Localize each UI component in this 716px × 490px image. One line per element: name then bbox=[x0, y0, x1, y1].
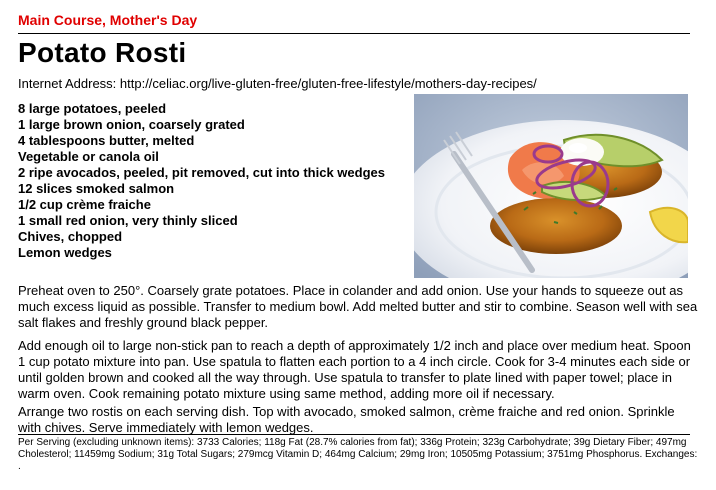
direction-paragraph: Arrange two rostis on each serving dish. Top with avocado, smoked salmon, crème fraiche and red onion. Sprinkle with chives. Serve immediately with lemon wedges. bbox=[18, 404, 675, 435]
ingredient-item: 1 small red onion, very thinly sliced bbox=[18, 213, 238, 228]
direction-paragraph: Preheat oven to 250°. Coarsely grate potatoes. Place in colander and add onion. Use your hands to squeeze out as much excess liquid as possible. Transfer to medium bowl. Add melted butter and stir to combine. Season well with sea salt flakes and freshly ground black pepper. bbox=[18, 283, 698, 330]
ingredient-item: 1/2 cup crème fraiche bbox=[18, 197, 151, 212]
ingredient-item: 4 tablespoons butter, melted bbox=[18, 133, 195, 148]
ingredient-list bbox=[18, 101, 385, 261]
recipe-title: Potato Rosti bbox=[18, 37, 187, 68]
ingredient-item: Chives, chopped bbox=[18, 229, 123, 244]
ingredient-item: 8 large potatoes, peeled bbox=[18, 101, 167, 116]
category-label: Main Course, Mother's Day bbox=[18, 12, 198, 28]
nutrition-info: Per Serving (excluding unknown items): 3733 Calories; 118g Fat (28.7% calories from fat); 336g Protein; 323g Carbohydrate; 39g Dietary Fiber; 497mg Cholesterol; 11459mg Sodium; 31g Total Sugars; 279mcg Vitamin D; 464mg Calcium; 29mg Iron; 10505mg Potassium; 3751mg Phosphorus. Exchanges: . bbox=[18, 437, 698, 472]
ingredient-item: Lemon wedges bbox=[18, 245, 112, 260]
bottom-rule bbox=[18, 434, 690, 435]
ingredient-item: 2 ripe avocados, peeled, pit removed, cut into thick wedges bbox=[18, 165, 385, 180]
ingredient-item: Vegetable or canola oil bbox=[18, 149, 159, 164]
source-url: Internet Address: http://celiac.org/live-gluten-free/gluten-free-lifestyle/mothers-day-recipes/ bbox=[18, 76, 537, 91]
top-rule bbox=[18, 33, 690, 34]
ingredient-item: 12 slices smoked salmon bbox=[18, 181, 175, 196]
direction-paragraph: Add enough oil to large non-stick pan to reach a depth of approximately 1/2 inch and place over medium heat. Spoon 1 cup potato mixture into pan. Use spatula to flatten each portion to a 4 inch circle. Cook for 3-4 minutes each side or until golden brown and cooked all the way through. Use spatula to transfer to plate lined with paper towel; place in warm oven. Cook remaining potato mixture using same method, adding more oil if necessary. bbox=[18, 338, 691, 401]
recipe-photo bbox=[414, 94, 688, 278]
creme-fraiche-highlight bbox=[569, 143, 587, 153]
ingredient-item: 1 large brown onion, coarsely grated bbox=[18, 117, 245, 132]
